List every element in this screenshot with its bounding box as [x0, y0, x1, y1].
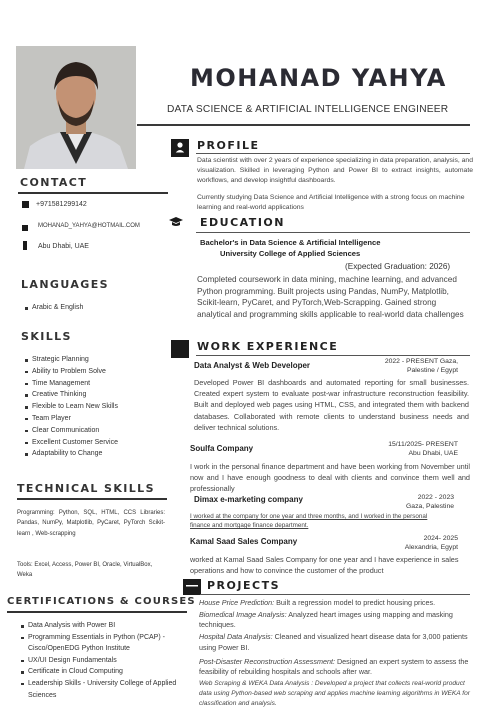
education-degree: Bachelor's in Data Science & Artificial Intelligence [200, 238, 381, 247]
cert-item: Leadership Skills - University College of Applied Sciences [28, 678, 188, 701]
education-school: University College of Applied Sciences [220, 249, 361, 258]
education-graduation: (Expected Graduation: 2026) [345, 262, 451, 271]
project-label: Post-Disaster Reconstruction Assessment: [199, 656, 335, 666]
location-icon [23, 241, 27, 250]
contact-divider [18, 192, 168, 194]
technical-programming: Programming: Python, SQL, HTML, CCS Libraries: Pandas, NumPy, Matplotlib, PyCaret, PyTorch Scikit-learn , Web-scrapping [17, 510, 165, 537]
job-date: 2024- 2025 [423, 535, 458, 542]
projects-list [199, 598, 471, 709]
technical-tools: Tools: Excel, Access, Power BI, Oracle, VirtualBox, Weka [17, 562, 153, 579]
phone-icon [22, 201, 29, 208]
skill-item: Team Player [32, 413, 197, 425]
briefcase-icon [171, 340, 189, 358]
languages-list [22, 302, 192, 314]
profile-paragraph-1: Data scientist with over 2 years of experience specializing in data preparation, analysis, and visualization. Skilled in leveraging Python and Power BI to extract insights, automate workflows, and develop insightful dashboards. [197, 157, 473, 185]
project-text: Cleaned and visualized heart disease data for 3,000 patients using Power BI. [199, 632, 468, 652]
certifications-divider [7, 611, 187, 613]
cert-item: UX/UI Design Fundamentals [28, 655, 188, 667]
skill-item: Creative Thinking [32, 389, 197, 401]
job-role: Soulfa Company [190, 444, 254, 453]
project-item [199, 610, 471, 631]
graduation-cap-icon [168, 214, 184, 230]
project-text: Developed a project that collects real-world product data using Python-based web scraping and applies machine learning algorithms in WEKA for classification and analysis. [199, 679, 470, 707]
contact-phone[interactable]: +971581299142 [36, 201, 87, 208]
job-date: 2022 - 2023 [417, 494, 454, 501]
cert-item: Data Analysis with Power BI [28, 620, 188, 632]
name-title: MOHANAD YAHYA [190, 64, 447, 92]
profile-heading: PROFILE [197, 139, 260, 152]
projects-divider [200, 594, 470, 595]
contact-email[interactable]: MOHANAD_YAHYA@HOTMAIL.COM [38, 223, 140, 229]
certifications-heading: CERTIFICATIONS & COURSES [7, 596, 196, 607]
skill-item: Clear Communication [32, 425, 197, 437]
work-heading: WORK EXPERIENCE [197, 340, 339, 353]
job-description: I worked at the company for one year and three months, and I worked in the personal finance and mortgage finance department. [190, 513, 428, 530]
job-place: Gaza, Palestine [406, 503, 454, 510]
job-description: Developed Power BI dashboards and automated reporting for small businesses. Created expert system to evaluate post-war infrastructure reconstruction feasibility. Built and deployed web pages using HTML, CSS, and integrated them with backend databases. Collaborated with remote clients to understand business needs and deliver technical solutions. [194, 378, 469, 432]
email-icon [22, 225, 28, 231]
profile-photo [16, 46, 136, 169]
project-label: Web Scraping & WEKA Data Analysis : [199, 679, 314, 687]
job-date: 2022 - PRESENT Gaza, [384, 358, 458, 365]
skill-item: Strategic Planning [32, 354, 197, 366]
certifications-list [18, 620, 188, 701]
project-label: Hospital Data Analysis: [199, 632, 273, 642]
education-heading: EDUCATION [200, 216, 285, 229]
contact-location: Abu Dhabi, UAE [38, 243, 89, 250]
job-date-place [340, 440, 458, 458]
cert-item: Certificate in Cloud Computing [28, 666, 188, 678]
skill-item: Time Management [32, 378, 197, 390]
job-date-place [340, 534, 458, 552]
folder-icon [183, 579, 201, 595]
job-place: Abu Dhabi, UAE [408, 450, 458, 457]
education-description: Completed coursework in data mining, machine learning, and advanced Python programming. Built projects using Pandas, NumPy, Matplotlib, Scikit-learn, PyCaret, and PyTorch,Web-Scrapping. Gained strong analytical and programming skills applicable to real-world data challenges [197, 275, 464, 319]
technical-skills-heading: TECHNICAL SKILLS [17, 482, 155, 495]
job-place: Palestine / Egypt [406, 367, 458, 374]
skill-item: Flexible to Learn New Skills [32, 401, 197, 413]
job-date-place [340, 357, 458, 375]
skill-item: Excellent Customer Service [32, 437, 197, 449]
work-divider [196, 355, 470, 356]
job-date: 15/11/2025- PRESENT [388, 441, 458, 448]
job-role: Data Analyst & Web Developer [194, 361, 311, 370]
language-item: Arabic & English [32, 302, 192, 314]
projects-heading: PROJECTS [207, 579, 280, 592]
profile-paragraph-2: Currently studying Data Science and Artificial Intelligence with a strong focus on machine learning and real-world applications [197, 194, 465, 212]
job-title: DATA SCIENCE & ARTIFICIAL INTELLIGENCE ENGINEER [167, 104, 449, 115]
project-item [199, 679, 471, 709]
job-role: Kamal Saad Sales Company [190, 537, 298, 546]
technical-divider [17, 498, 167, 500]
skills-list [22, 354, 197, 460]
job-date-place [340, 493, 454, 511]
job-place: Alexandria, Egypt [404, 544, 458, 551]
project-item [199, 657, 471, 678]
project-text: Analyzed heart images using mapping and masking techniques. [199, 609, 453, 630]
education-divider [196, 232, 470, 233]
project-item [199, 598, 471, 609]
project-text: Built a regression model to predict housing prices. [274, 598, 436, 607]
project-label: Biomedical Image Analysis: [199, 609, 287, 619]
skill-item: Adaptability to Change [32, 448, 197, 460]
left-column [0, 0, 196, 722]
job-description: I work in the personal finance department and have been working from November until now and I have enough goodness to deal with clients and convince them well and professionally [190, 462, 470, 494]
skill-item: Ability to Problem Solve [32, 366, 197, 378]
profile-divider [196, 153, 470, 154]
job-description: worked at Kamal Saad Sales Company for one year and I have experience in sales operations and how to convince the customer of the product [190, 555, 459, 576]
job-role: Dimax e-marketing company [194, 495, 303, 504]
person-icon [171, 139, 189, 157]
contact-heading: CONTACT [20, 176, 88, 189]
skills-heading: SKILLS [21, 330, 72, 343]
header-divider [137, 124, 470, 126]
cert-item: Programming Essentials in Python (PCAP) - Cisco/OpenEDG Python Institute [28, 632, 188, 655]
person-portrait-icon [16, 46, 136, 169]
languages-heading: LANGUAGES [21, 278, 109, 291]
project-item [199, 632, 471, 653]
project-text: Designed an expert system to assess the feasibility of rebuilding hospitals and schools after war. [199, 656, 469, 677]
project-label: House Price Prediction: [199, 598, 275, 607]
